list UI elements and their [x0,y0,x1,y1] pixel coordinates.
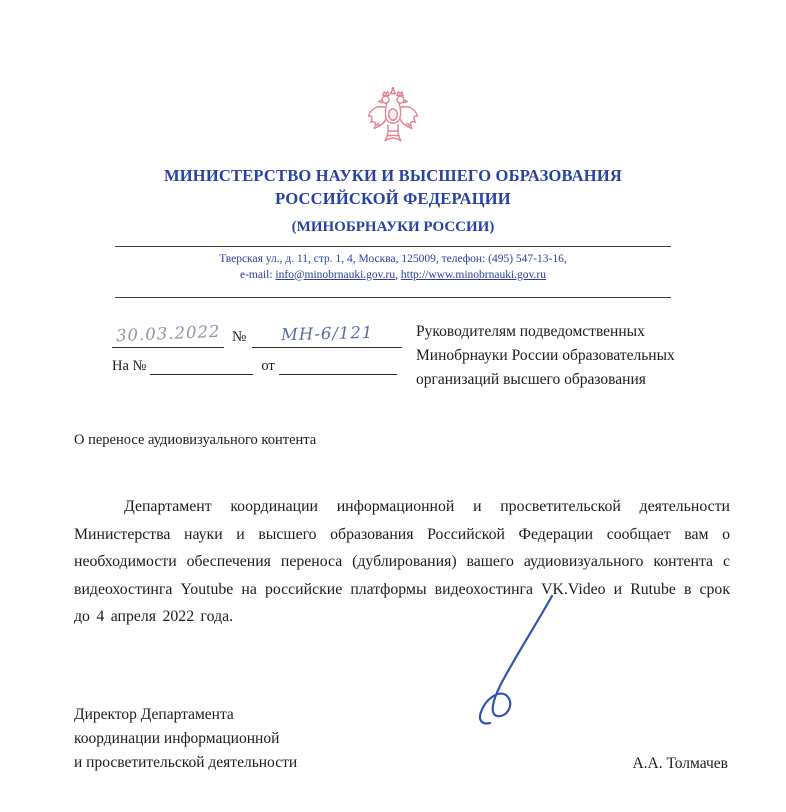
ministry-short-name: (МИНОБРНАУКИ РОССИИ) [291,219,495,235]
ministry-name-line1: МИНИСТЕРСТВО НАУКИ И ВЫСШЕГО ОБРАЗОВАНИЯ [164,166,622,185]
incoming-number-blank [150,358,253,375]
date-field [112,321,224,348]
handwritten-number: МН-6/121 [280,322,374,345]
signature-block [74,703,728,775]
incoming-date-blank [279,358,397,375]
email-label: e-mail: [239,268,276,281]
signer-position [74,703,374,775]
reference-block [112,320,412,392]
ot-label: от [261,358,275,374]
na-number-label: На № [112,358,147,374]
recipient-block [416,320,728,392]
letterhead [0,0,786,298]
number-field [252,324,402,348]
address-line1: Тверская ул., д. 11, стр. 1, 4, Москва, 125009, телефон: (495) 547-13-16, [219,253,567,265]
signer-position-line: координации информационной [74,729,280,747]
website-link[interactable]: http://www.minobrnauki.gov.ru [400,268,547,281]
recipient-line: организаций высшего образования [416,371,646,388]
signer-position-line: Директор Департамента [74,705,234,723]
address-separator: , [395,268,401,281]
signer-position-line: и просветительской деятельности [74,753,298,771]
subject-line: О переносе аудиовизуального контента [74,432,317,448]
signer-name: А.А. Толмачев [632,754,728,772]
letterhead-address [0,247,786,287]
divider-bottom [115,297,671,298]
number-sign-label: № [232,329,247,345]
incoming-ref-line [112,358,412,375]
address-line2 [0,268,786,284]
email-link[interactable]: info@minobrnauki.gov.ru [275,268,396,281]
reference-and-recipient-row [112,320,728,392]
coat-of-arms-icon [365,86,421,150]
recipient-line: Минобрнауки России образовательных [416,347,675,364]
ministry-name-line2: РОССИЙСКОЙ ФЕДЕРАЦИИ [275,189,511,208]
recipient-line: Руководителям подведомственных [416,323,645,340]
outgoing-ref-line [112,321,412,348]
handwritten-date: 30.03.2022 [115,321,221,346]
letter-body: Департамент координации информационной и просветительской деятельности Министерства науки и высшего образования Российской Федерации сообщает вам о необходимости обеспечения переноса (дублирования) вашего аудиовизуального контента с видеохостинга Youtube на российские платформы видеохостинга VK.Video и Rutube в срок до 4 апреля 2022 года. [74,498,730,625]
